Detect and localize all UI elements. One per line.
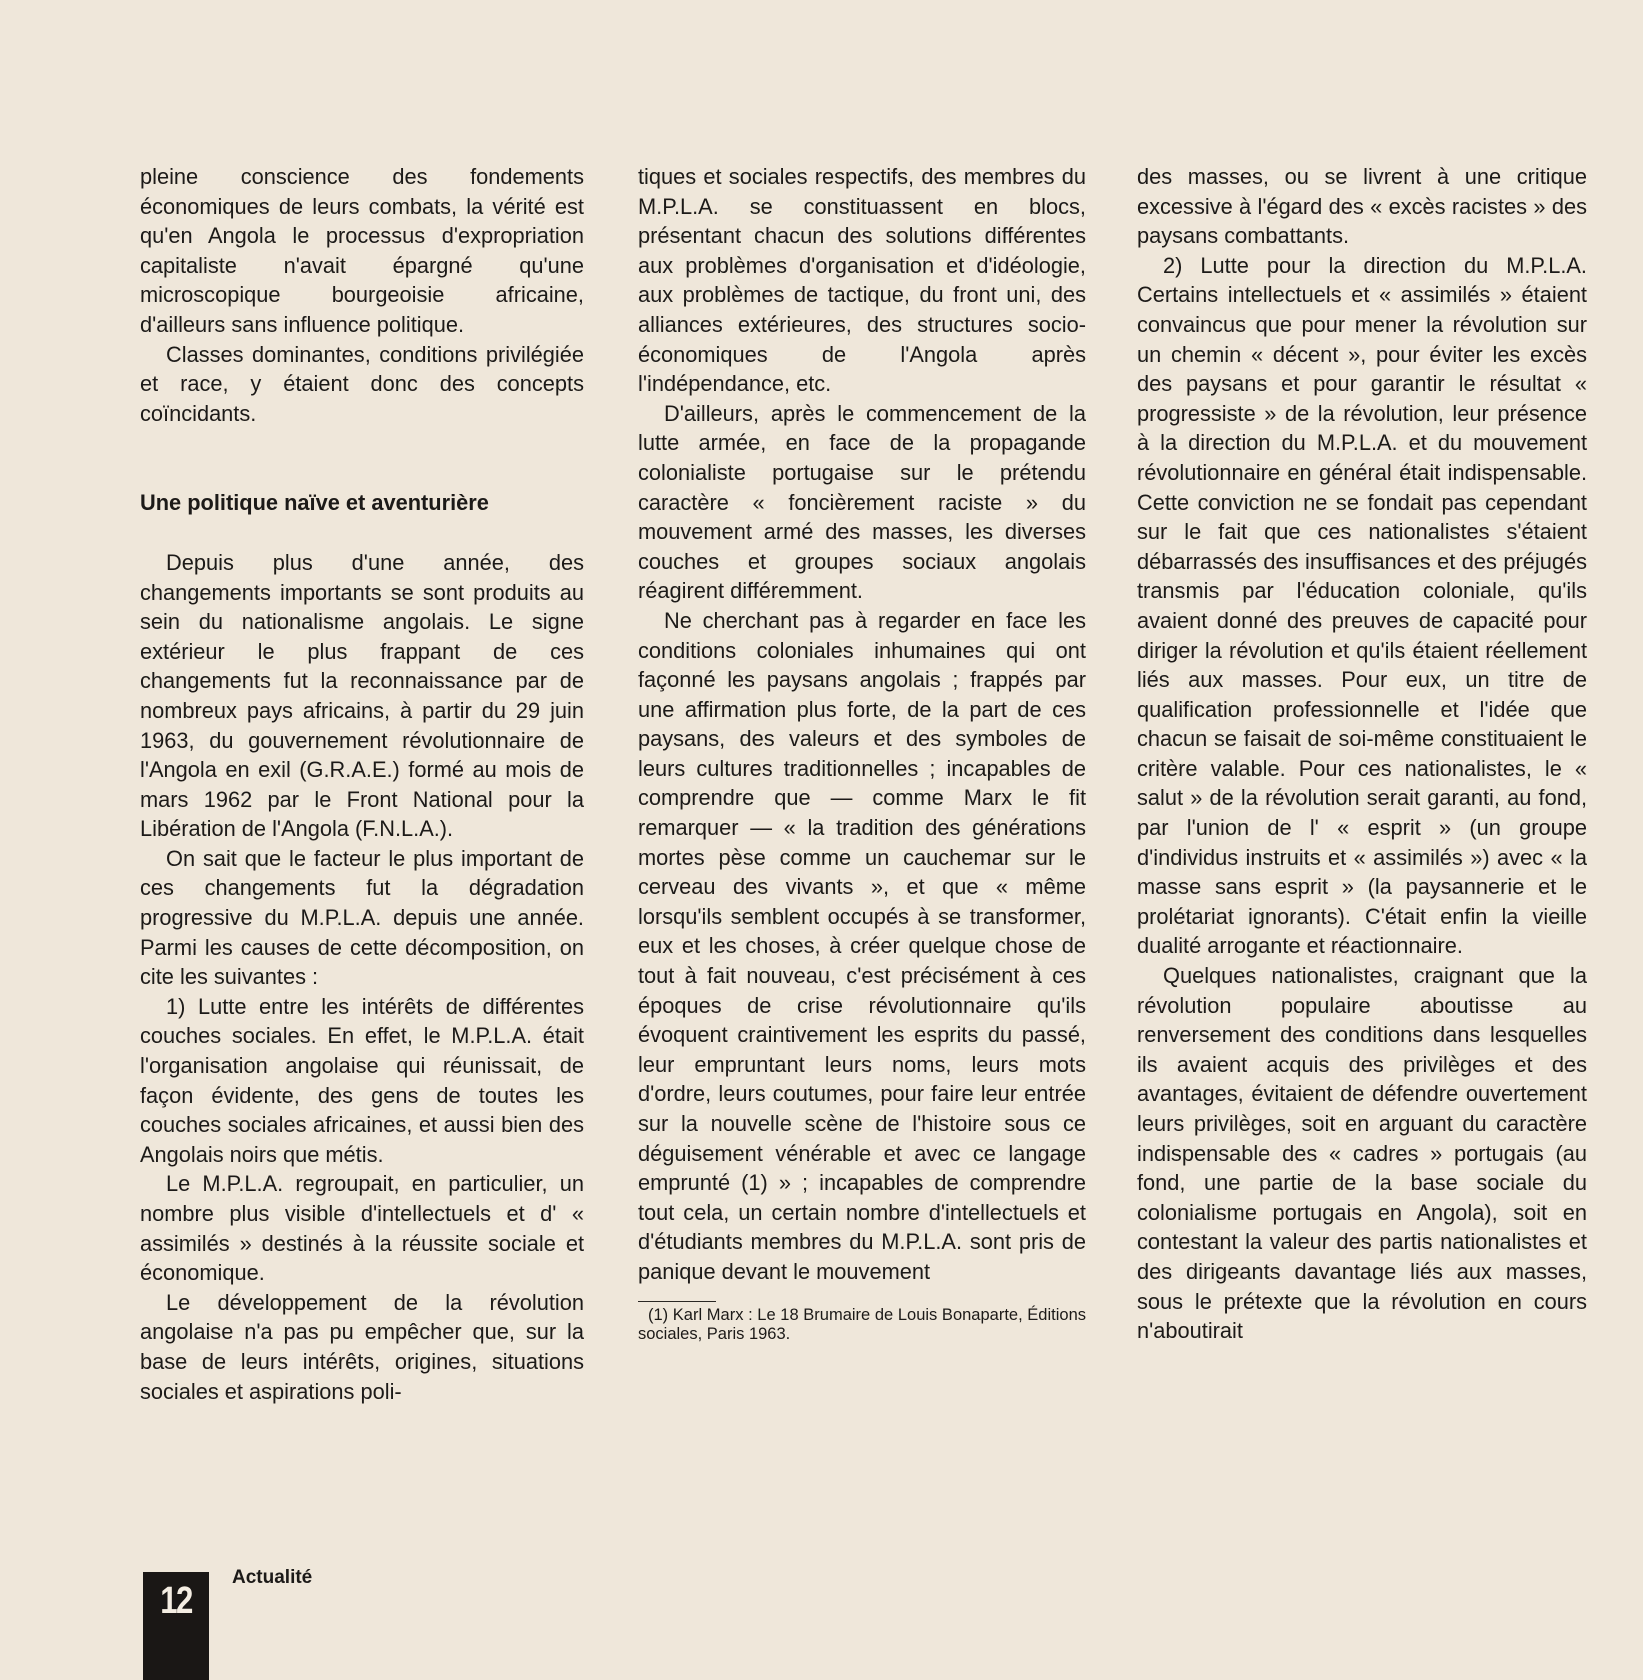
paragraph: Quelques nationalistes, craignant que la révolution populaire aboutisse au renversement des conditions dans lesquelles ils avaient acquis des privilèges et des avantages, évitaient de défendre ouvertement leurs privilèges, soit en arguant du caractère indispensable des « cadres » portugais (au fond, une partie de la base sociale du colonialisme portugais en Angola), soit en contestant la valeur des partis nationalistes et des dirigeants davantage liés aux masses, sous le prétexte que la révolution en cours n'aboutirait (1137, 963, 1587, 1344)
column-left (140, 162, 584, 1406)
section-heading: Une politique naïve et aventurière (140, 490, 489, 516)
paragraph: 2) Lutte pour la direction du M.P.L.A. Certains intellectuels et « assimilés » étaient convaincus que pour mener la révolution sur un chemin « décent », pour éviter les excès des paysans et pour garantir le résultat « progressiste » de la révolution, leur présence à la direction du M.P.L.A. et du mouvement révolutionnaire en général était indispensable. Cette conviction ne se fondait pas cependant sur le fait que ces nationalistes s'étaient débarrassés des insuffisances et des préjugés transmis par l'éducation coloniale, qu'ils avaient donné des preuves de capacité pour diriger la révolution et qu'ils étaient réellement liés aux masses. Pour eux, un titre de qualification professionnelle et l'idée que chacun se faisait de soi-même constituaient le critère valable. Pour ces nationalistes, le « salut » de la révolution serait garanti, au fond, par l'union de l' « esprit » (un groupe d'individus instruits et « assimilés ») avec « la masse sans esprit » (la paysannerie et le prolétariat ignorants). C'était enfin la vieille dualité arrogante et réactionnaire. (1137, 252, 1587, 959)
column-middle (638, 162, 1086, 1344)
page-number: 12 (160, 1580, 192, 1622)
paragraph: des masses, ou se livrent à une critique excessive à l'égard des « excès racistes » des paysans combattants. (1137, 164, 1587, 249)
column-right (1137, 162, 1587, 1346)
paragraph: 1) Lutte entre les intérêts de différentes couches sociales. En effet, le M.P.L.A. était l'organisation angolaise qui réunissait, de façon évidente, des gens de toutes les couches sociales africaines, et aussi bien des Angolais noirs que métis. (140, 993, 584, 1167)
paragraph: Le M.P.L.A. regroupait, en particulier, un nombre plus visible d'intellectuels et d' « assimilés » destinés à la réussite sociale et économique. (140, 1171, 584, 1286)
paragraph: Classes dominantes, conditions privilégiée et race, y étaient donc des concepts coïncidants. (140, 341, 584, 426)
footnote-divider (638, 1301, 716, 1302)
section-name: Actualité (232, 1567, 313, 1588)
paragraph: On sait que le facteur le plus important de ces changements fut la dégradation progressive du M.P.L.A. depuis une année. Parmi les causes de cette décomposition, on cite les suivantes : (140, 845, 584, 990)
paragraph: pleine conscience des fondements économiques de leurs combats, la vérité est qu'en Angola le processus d'expropriation capitaliste n'avait épargné qu'une microscopique bourgeoisie africaine, d'ailleurs sans influence politique. (140, 164, 584, 337)
paragraph: Ne cherchant pas à regarder en face les conditions coloniales inhumaines qui ont façonné les paysans angolais ; frappés par une affirmation plus forte, de la part de ces paysans, des valeurs et des symboles de leurs cultures traditionnelles ; incapables de comprendre que — comme Marx le fit remarquer — « la tradition des générations mortes pèse comme un cauchemar sur le cerveau des vivants », et que « même lorsqu'ils semblent occupés à se transformer, eux et les choses, à créer quelque chose de tout à fait nouveau, c'est précisément à ces époques de crise révolutionnaire qu'ils évoquent craintivement les esprits du passé, leur empruntant leurs noms, leurs mots d'ordre, leurs coutumes, pour faire leur entrée sur la nouvelle scène de l'histoire sous ce déguisement vénérable et avec ce langage emprunté (1) » ; incapables de comprendre tout cela, un certain nombre d'intellectuels et d'étudiants membres du M.P.L.A. sont pris de panique devant le mouvement (638, 607, 1086, 1284)
paragraph: D'ailleurs, après le commencement de la lutte armée, en face de la propagande colonialiste portugaise sur le prétendu caractère « foncièrement raciste » du mouvement armé des masses, les diverses couches et groupes sociaux angolais réagirent différemment. (638, 400, 1086, 604)
paragraph: Le développement de la révolution angolaise n'a pas pu empêcher que, sur la base de leurs intérêts, origines, situations sociales et aspirations poli- (140, 1289, 584, 1404)
paragraph: tiques et sociales respectifs, des membres du M.P.L.A. se constituassent en blocs, présentant chacun des solutions différentes aux problèmes d'organisation et d'idéologie, aux problèmes de tactique, du front uni, des alliances extérieures, des structures socio-économiques de l'Angola après l'indépendance, etc. (638, 164, 1086, 397)
spacer (140, 518, 584, 548)
footnote: (1) Karl Marx : Le 18 Brumaire de Louis Bonaparte, Éditions sociales, Paris 1963. (638, 1305, 1086, 1343)
spacer (140, 428, 584, 488)
page-number-box (143, 1572, 209, 1680)
paragraph: Depuis plus d'une année, des changements importants se sont produits au sein du nationalisme angolais. Le signe extérieur le plus frappant de ces changements fut la reconnaissance par de nombreux pays africains, à partir du 29 juin 1963, du gouvernement révolutionnaire de l'Angola en exil (G.R.A.E.) formé au mois de mars 1962 par le Front National pour la Libération de l'Angola (F.N.L.A.). (140, 549, 584, 842)
